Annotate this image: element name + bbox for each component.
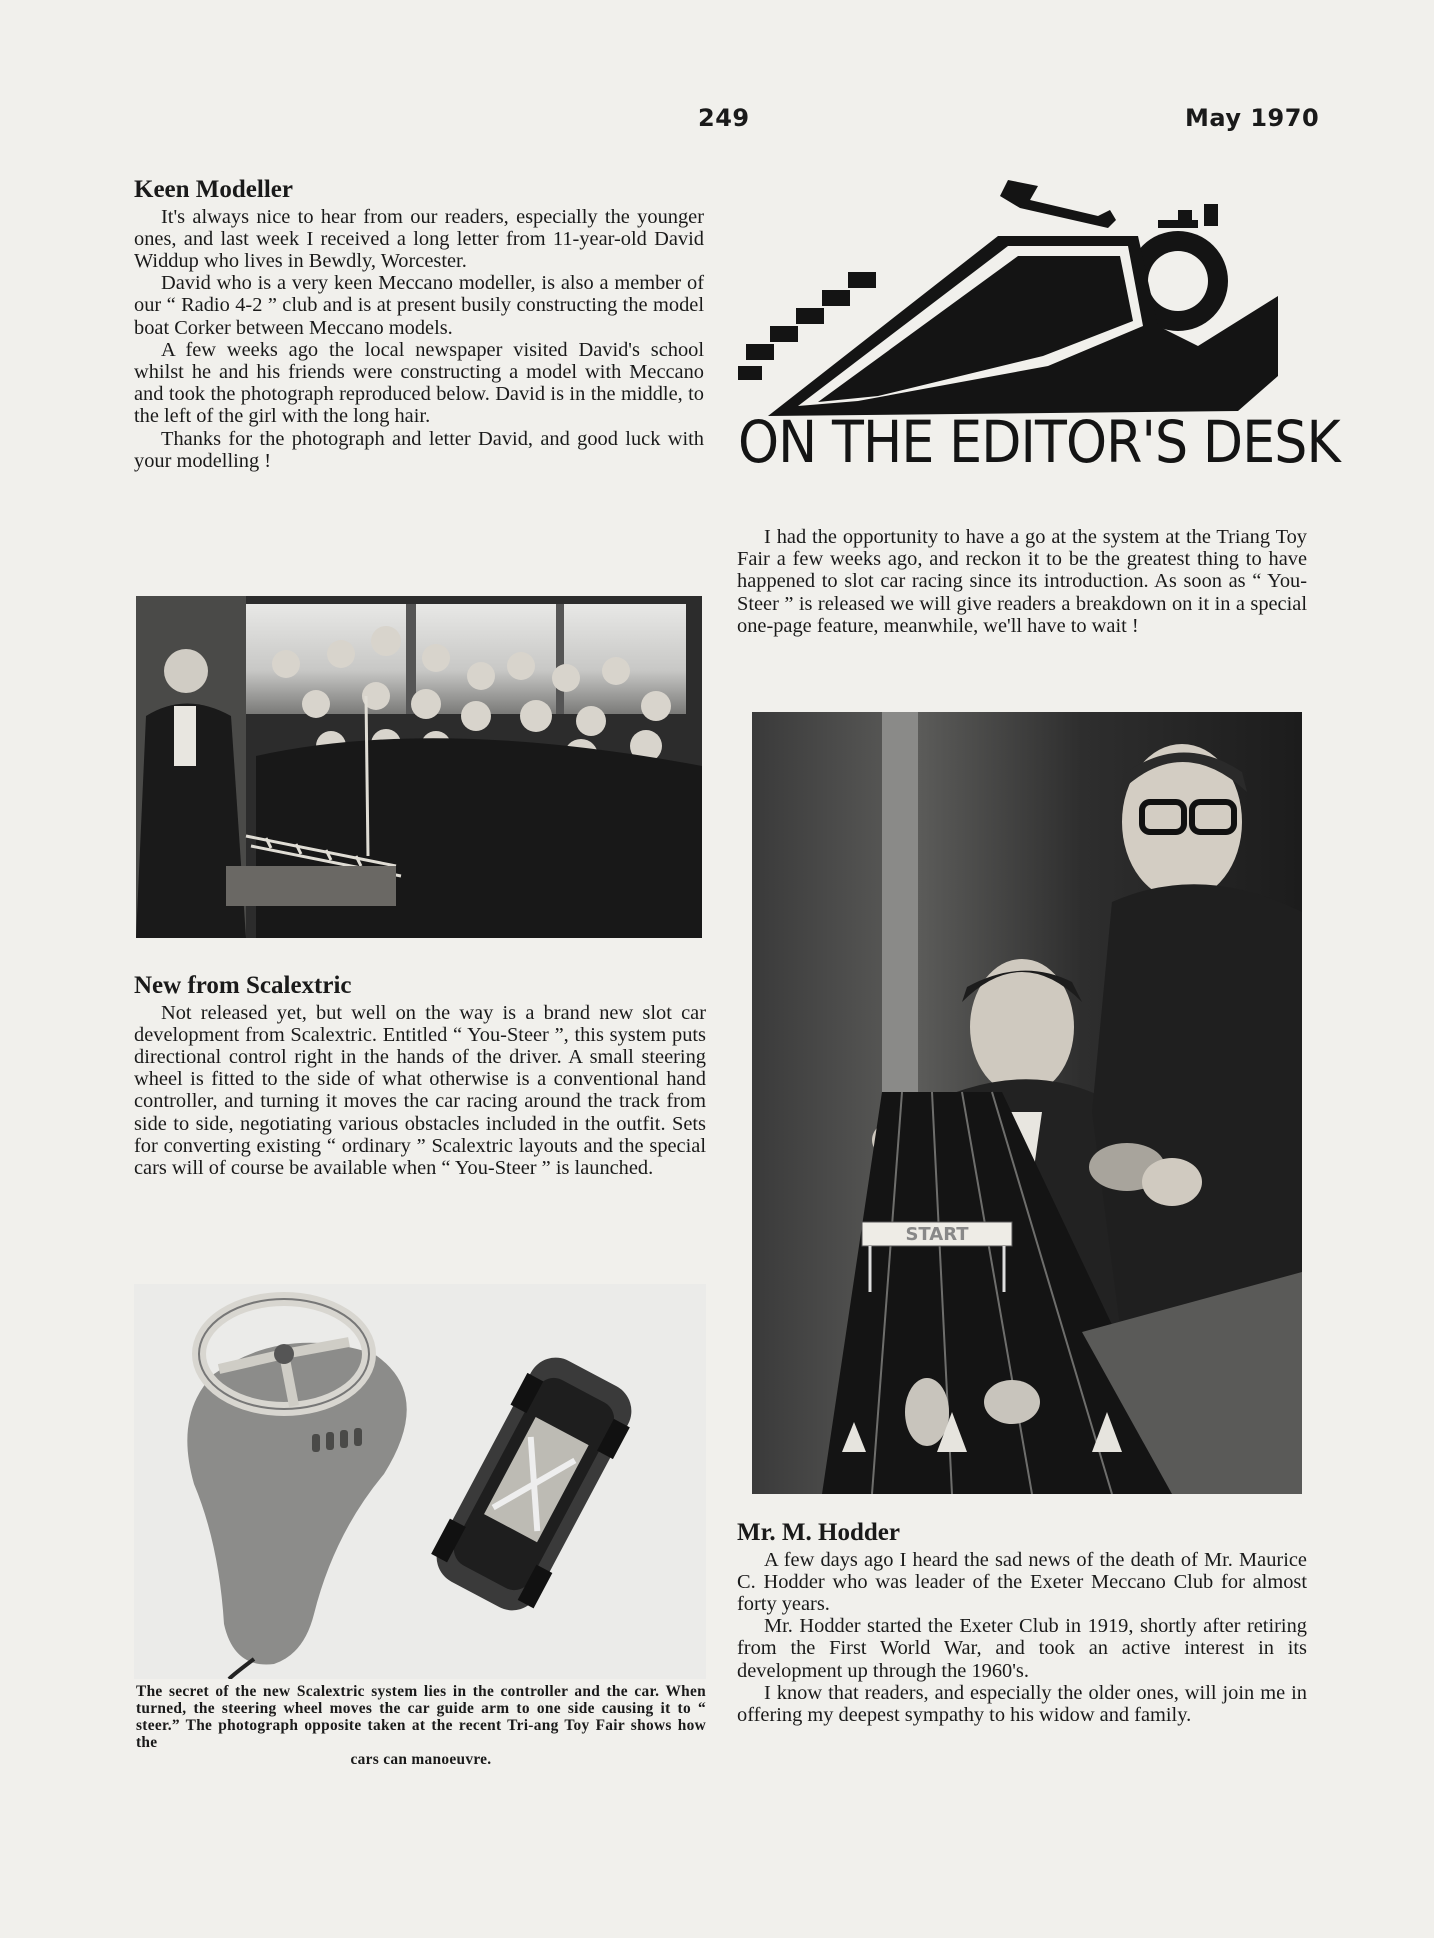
keen-modeller-para-1: It's always nice to hear from our readers, especially the younger ones, and last week I received a long letter from 11-year-old David Widdup who lives in Bewdly, Worcester. (134, 205, 704, 272)
controller-car-image (134, 1284, 706, 1679)
keen-modeller-body (134, 206, 704, 472)
classroom-photo (136, 596, 702, 938)
start-banner-text: START (905, 1224, 969, 1245)
hodder-para-2: Mr. Hodder started the Exeter Club in 1919, shortly after retiring from the First World War, and took an active interest in its development up through the 1960's. (737, 1615, 1307, 1682)
scalextric-body (134, 1002, 706, 1180)
issue-date: May 1970 (1185, 104, 1320, 132)
caption-text: The secret of the new Scalextric system lies in the controller and the car. When turned, the steering wheel moves the car guide arm to one side causing it to “ steer.” The photograph opposite taken at the recent Tri-ang Toy Fair shows how the (136, 1683, 706, 1751)
controller-photo-caption (136, 1683, 706, 1768)
keen-modeller-para-3: A few weeks ago the local newspaper visited David's school whilst he and his friends were constructing a model with Meccano and took the photograph reproduced below. David is in the middle, to the left of the girl with the long hair. (134, 338, 704, 428)
editors-desk-title: ON THE EDITOR'S DESK (738, 408, 1340, 476)
hodder-heading: Mr. M. Hodder (737, 1519, 900, 1546)
caption-last-line: cars can manoeuvre. (350, 1751, 492, 1768)
keen-modeller-heading: Keen Modeller (134, 176, 293, 203)
keen-modeller-article (134, 176, 704, 472)
scalextric-heading: New from Scalextric (134, 972, 352, 999)
hodder-body (737, 1549, 1307, 1727)
hodder-article (737, 1519, 1307, 1726)
editors-desk-logo (738, 176, 1340, 476)
controller-car-photo (134, 1284, 706, 1679)
scalextric-para-1: Not released yet, but well on the way is a brand new slot car development from Scalextric. Entitled “ You-Steer ”, this system puts directional control right in the hands of the driver. A small steering wheel is fitted to the side of what otherwise is a conventional hand controller, and turning it moves the car racing around the track from side to side, negotiating various obstacles included in the outfit. Sets for converting existing “ ordinary ” Scalextric layouts and the special cars will of course be available when “ You-Steer ” is launched. (134, 1001, 706, 1179)
editors-desk-article (737, 526, 1307, 637)
classroom-photo-image (136, 596, 702, 938)
toy-fair-photo (752, 712, 1302, 1494)
editors-desk-para-1: I had the opportunity to have a go at the system at the Triang Toy Fair a few weeks ago, and reckon it to be the greatest thing to have happened to slot car racing since its introduction. As soon as “ You-Steer ” is released we will give readers a breakdown on it in a special one-page feature, meanwhile, we'll have to wait ! (737, 526, 1307, 637)
keen-modeller-para-2: David who is a very keen Meccano modeller, is also a member of our “ Radio 4-2 ” club and is at present busily constructing the model boat Corker between Meccano models. (134, 272, 704, 339)
scalextric-article (134, 972, 706, 1179)
hodder-para-1: A few days ago I heard the sad news of the death of Mr. Maurice C. Hodder who was leader of the Exeter Meccano Club for almost forty years. (737, 1548, 1307, 1615)
editors-desk-body (737, 526, 1307, 637)
page-number: 249 (698, 104, 750, 132)
toy-fair-image (752, 712, 1302, 1494)
typewriter-logo-icon (738, 176, 1318, 426)
keen-modeller-para-4: Thanks for the photograph and letter David, and good luck with your modelling ! (134, 427, 704, 472)
hodder-para-3: I know that readers, and especially the older ones, will join me in offering my deepest sympathy to his widow and family. (737, 1681, 1307, 1726)
